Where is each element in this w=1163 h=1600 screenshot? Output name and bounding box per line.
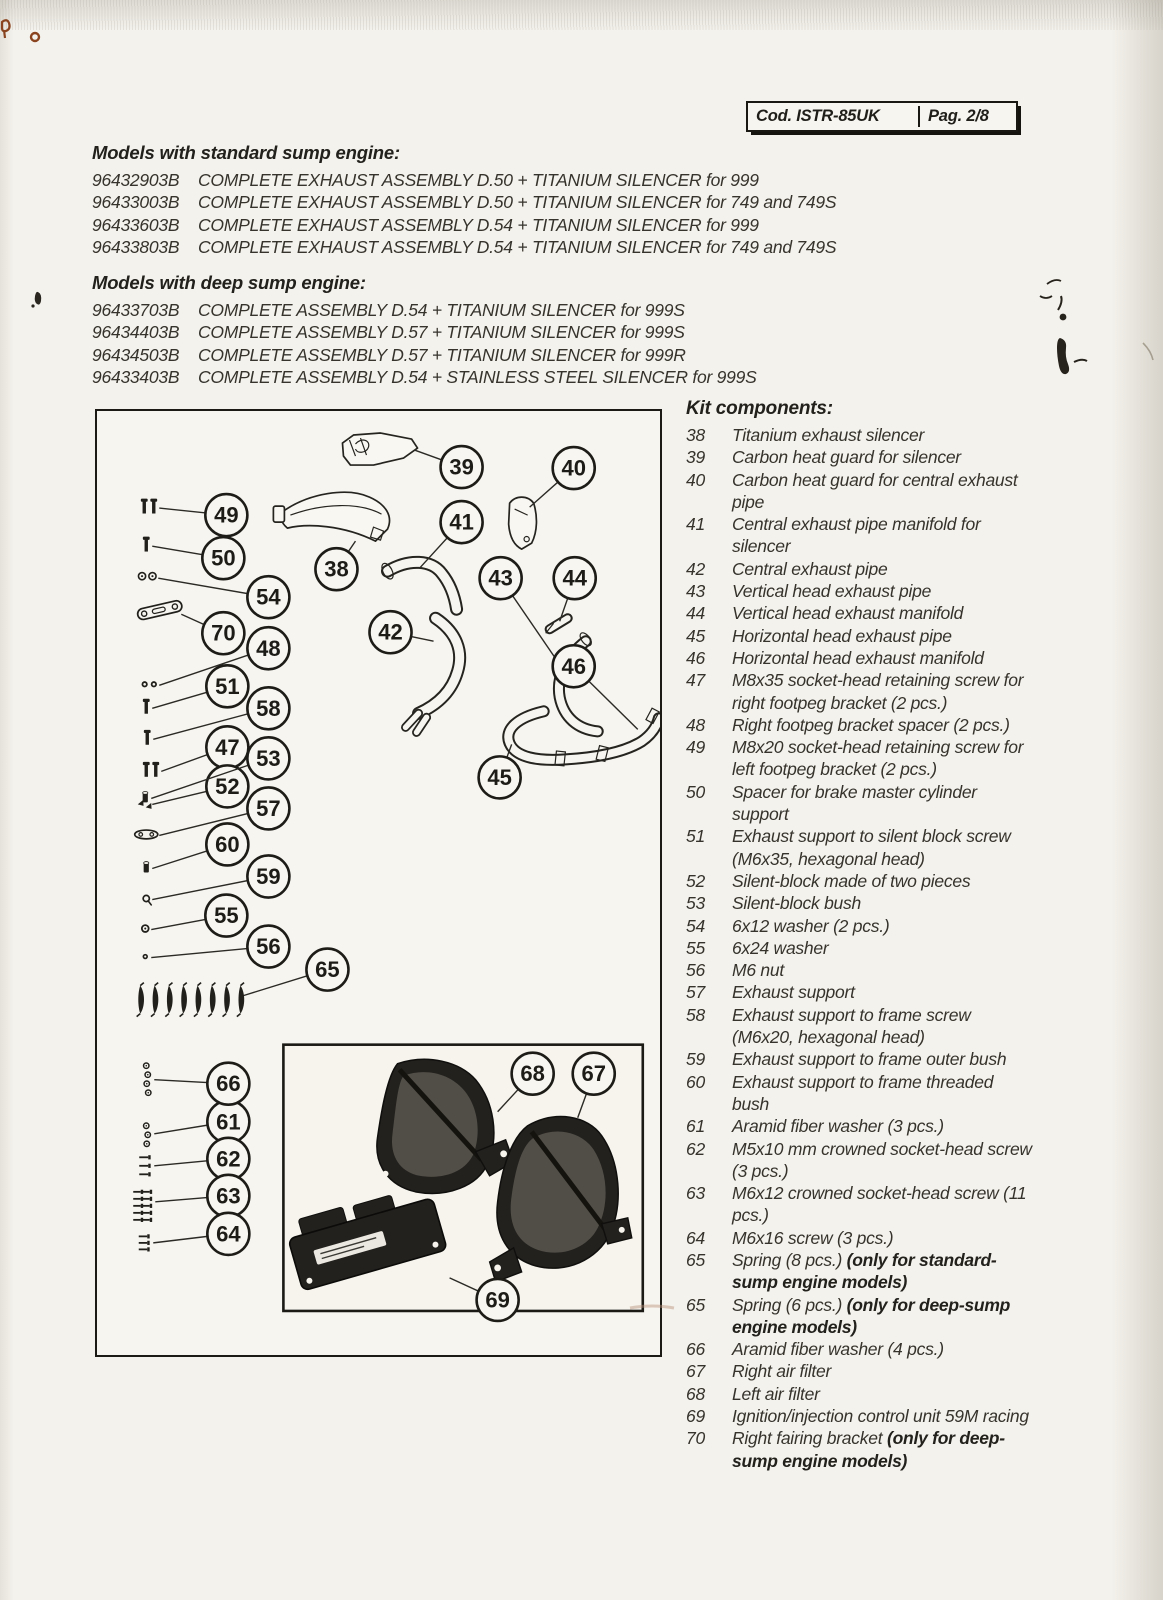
kit-item bbox=[686, 781, 1034, 826]
kit-item-text: Vertical head exhaust pipe bbox=[732, 581, 932, 602]
kit-item bbox=[686, 892, 1034, 914]
kit-item-number: 43 bbox=[686, 581, 705, 602]
ink-dot-right bbox=[1060, 314, 1067, 321]
kit-item-text: M6 nut bbox=[732, 960, 784, 981]
document-code: Cod. ISTR-85UK bbox=[756, 107, 880, 125]
callout-number-62: 62 bbox=[216, 1146, 241, 1172]
kit-item bbox=[686, 1360, 1034, 1382]
kit-item bbox=[686, 1338, 1034, 1360]
model-row bbox=[92, 299, 872, 321]
callout-64 bbox=[153, 1213, 249, 1255]
callout-number-42: 42 bbox=[378, 619, 403, 645]
kit-item-number: 65 bbox=[686, 1294, 705, 1315]
hardware-icon-59 bbox=[143, 895, 151, 905]
kit-item-text-bold: (only for deep-sump engine models) bbox=[732, 1294, 1011, 1337]
model-code: 96433803B bbox=[92, 237, 180, 258]
hardware-icon-49 bbox=[141, 499, 157, 514]
kit-item bbox=[686, 580, 1034, 602]
callout-number-45: 45 bbox=[487, 764, 512, 790]
kit-item-number: 58 bbox=[686, 1004, 705, 1025]
model-desc: COMPLETE EXHAUST ASSEMBLY D.50 + TITANIUM SILENCER for 749 and 749S bbox=[198, 192, 837, 213]
deep-sump-section bbox=[92, 272, 872, 389]
kit-item-number: 62 bbox=[686, 1138, 705, 1159]
hardware-icon-57 bbox=[135, 830, 158, 839]
kit-item-text: Right footpeg bracket spacer (2 pcs.) bbox=[732, 714, 1010, 735]
callout-number-43: 43 bbox=[488, 565, 513, 591]
kit-item-text-bold: (only for standard-sump engine models) bbox=[732, 1249, 997, 1293]
part-heat-guard-39 bbox=[342, 433, 417, 465]
kit-item bbox=[686, 870, 1034, 892]
hardware-icon-54 bbox=[138, 573, 156, 580]
scan-shade-right bbox=[1111, 0, 1163, 1600]
callout-number-40: 40 bbox=[561, 455, 586, 481]
callout-number-66: 66 bbox=[216, 1071, 241, 1097]
callout-55 bbox=[151, 895, 247, 937]
model-row bbox=[92, 344, 872, 366]
callout-number-53: 53 bbox=[256, 745, 281, 771]
kit-item bbox=[686, 1004, 1034, 1049]
hardware-icon-60 bbox=[144, 862, 149, 873]
callout-41 bbox=[420, 501, 483, 568]
scan-noise-band bbox=[0, 0, 1163, 30]
callout-number-65: 65 bbox=[315, 957, 340, 983]
kit-item bbox=[686, 625, 1034, 647]
pencil-curve-right bbox=[1143, 343, 1153, 360]
kit-item-number: 50 bbox=[686, 781, 705, 802]
hardware-icon-63 bbox=[133, 1190, 152, 1222]
kit-item bbox=[686, 1249, 1034, 1294]
kit-item bbox=[686, 1405, 1034, 1427]
standard-sump-heading: Models with standard sump engine: bbox=[92, 142, 400, 163]
kit-item-text: Aramid fiber washer (4 pcs.) bbox=[732, 1339, 944, 1360]
kit-item bbox=[686, 513, 1034, 558]
kit-item bbox=[686, 1071, 1034, 1116]
model-row bbox=[92, 214, 872, 236]
kit-item-number: 40 bbox=[686, 469, 705, 490]
kit-item-text: Spring (6 pcs.) bbox=[732, 1294, 847, 1315]
callout-number-47: 47 bbox=[215, 734, 240, 760]
kit-item bbox=[686, 669, 1034, 714]
callout-38 bbox=[315, 541, 357, 590]
exploded-diagram-box bbox=[95, 409, 662, 1357]
kit-item-text: 6x12 washer (2 pcs.) bbox=[732, 915, 890, 936]
kit-item bbox=[686, 1227, 1034, 1249]
callout-number-60: 60 bbox=[215, 831, 240, 857]
model-desc: COMPLETE ASSEMBLY D.54 + STAINLESS STEEL SILENCER for 999S bbox=[198, 367, 757, 388]
kit-item-text: 6x24 washer bbox=[732, 937, 829, 958]
kit-item-number: 52 bbox=[686, 870, 705, 891]
kit-item bbox=[686, 937, 1034, 959]
part-central-pipe-42 bbox=[406, 618, 460, 732]
kit-item-text: Horizontal head exhaust pipe bbox=[732, 625, 952, 646]
kit-item-number: 69 bbox=[686, 1406, 705, 1427]
callout-number-52: 52 bbox=[215, 773, 240, 799]
model-row bbox=[92, 169, 872, 191]
red-pen-dot bbox=[31, 33, 39, 41]
hardware-icon-48 bbox=[142, 681, 157, 687]
model-code: 96434503B bbox=[92, 344, 180, 365]
kit-item-text: Silent-block bush bbox=[732, 893, 862, 914]
model-desc: COMPLETE EXHAUST ASSEMBLY D.54 + TITANIUM SILENCER for 749 and 749S bbox=[198, 237, 837, 258]
kit-item bbox=[686, 1115, 1034, 1137]
hardware-icon-56 bbox=[143, 954, 148, 959]
callout-52 bbox=[152, 765, 248, 807]
kit-item bbox=[686, 1383, 1034, 1405]
part-vertical-manifold-44 bbox=[546, 618, 568, 633]
deep-sump-heading: Models with deep sump engine: bbox=[92, 272, 366, 293]
part-horizontal-pipe-45 bbox=[508, 708, 659, 766]
header-code-box bbox=[746, 101, 1018, 132]
kit-item-text: Silent-block made of two pieces bbox=[732, 870, 971, 891]
model-desc: COMPLETE EXHAUST ASSEMBLY D.54 + TITANIUM SILENCER for 999 bbox=[198, 214, 759, 235]
kit-item bbox=[686, 1294, 1034, 1339]
kit-item-text: Right air filter bbox=[732, 1361, 832, 1382]
kit-item-number: 55 bbox=[686, 937, 705, 958]
callout-number-63: 63 bbox=[216, 1183, 241, 1209]
callout-number-59: 59 bbox=[256, 864, 281, 890]
callout-number-55: 55 bbox=[214, 903, 239, 929]
callout-42 bbox=[369, 611, 433, 653]
kit-item-text: Left air filter bbox=[732, 1383, 820, 1404]
hardware-icon-62 bbox=[139, 1155, 150, 1176]
model-code: 96432903B bbox=[92, 170, 180, 190]
callout-70 bbox=[181, 612, 244, 654]
scan-shade-left bbox=[0, 0, 14, 1600]
hardware-icon-70 bbox=[137, 600, 183, 621]
kit-item bbox=[686, 602, 1034, 624]
kit-components-list bbox=[686, 424, 1034, 1472]
model-code: 96433403B bbox=[92, 367, 180, 388]
kit-item-number: 63 bbox=[686, 1183, 705, 1204]
callout-number-44: 44 bbox=[562, 565, 587, 591]
model-desc: COMPLETE ASSEMBLY D.57 + TITANIUM SILENCER for 999R bbox=[198, 344, 686, 365]
kit-item-text: Exhaust support to frame outer bush bbox=[732, 1049, 1007, 1070]
kit-item-number: 39 bbox=[686, 447, 705, 468]
kit-item-text: Right fairing bracket bbox=[732, 1428, 887, 1449]
kit-item bbox=[686, 959, 1034, 981]
kit-item-text: Exhaust support bbox=[732, 982, 855, 1003]
callout-39 bbox=[415, 446, 483, 488]
model-code: 96433003B bbox=[92, 192, 180, 213]
kit-item-number: 51 bbox=[686, 826, 705, 847]
callout-60 bbox=[152, 823, 248, 868]
kit-item-text: Spring (8 pcs.) bbox=[732, 1249, 847, 1270]
red-pen-mark bbox=[2, 20, 10, 38]
callout-number-46: 46 bbox=[561, 653, 586, 679]
callout-44 bbox=[554, 557, 596, 621]
callout-number-70: 70 bbox=[211, 620, 236, 646]
callout-number-41: 41 bbox=[449, 509, 474, 535]
kit-item-number: 46 bbox=[686, 647, 705, 668]
kit-item-text: Vertical head exhaust manifold bbox=[732, 603, 964, 624]
kit-item-text: Carbon heat guard for central exhaust pipe bbox=[732, 469, 1018, 512]
callout-number-50: 50 bbox=[211, 545, 236, 571]
kit-item-number: 60 bbox=[686, 1071, 705, 1092]
callout-number-61: 61 bbox=[216, 1109, 241, 1135]
ink-squiggle-right-2 bbox=[1058, 296, 1062, 310]
kit-item bbox=[686, 825, 1034, 870]
callout-number-58: 58 bbox=[256, 695, 281, 721]
kit-item-number: 42 bbox=[686, 558, 705, 579]
kit-item-text: Ignition/injection control unit 59M racing bbox=[732, 1406, 1029, 1427]
kit-item bbox=[686, 915, 1034, 937]
kit-components-heading: Kit components: bbox=[686, 398, 833, 419]
callout-number-67: 67 bbox=[581, 1061, 606, 1087]
kit-item-number: 53 bbox=[686, 893, 705, 914]
kit-item-text: Carbon heat guard for silencer bbox=[732, 447, 961, 468]
kit-item-text: M6x12 crowned socket-head screw (11 pcs.) bbox=[732, 1183, 1027, 1226]
model-row bbox=[92, 191, 872, 213]
kit-item-number: 54 bbox=[686, 915, 705, 936]
kit-item bbox=[686, 446, 1034, 468]
kit-item-number: 49 bbox=[686, 737, 705, 758]
kit-item-text: Exhaust support to frame screw (M6x20, hexagonal head) bbox=[732, 1004, 971, 1048]
kit-item-number: 44 bbox=[686, 603, 705, 624]
kit-components-section bbox=[686, 398, 1034, 1472]
hardware-icon-65 bbox=[137, 983, 245, 1017]
callout-number-38: 38 bbox=[324, 556, 349, 582]
kit-item-number: 65 bbox=[686, 1249, 705, 1270]
kit-item-text-bold: (only for deep-sump engine models) bbox=[732, 1428, 1005, 1471]
model-code: 96433603B bbox=[92, 214, 180, 235]
kit-item bbox=[686, 424, 1034, 446]
kit-item bbox=[686, 1182, 1034, 1227]
kit-item bbox=[686, 1138, 1034, 1183]
kit-item bbox=[686, 736, 1034, 781]
hardware-icon-53 bbox=[143, 792, 148, 803]
hardware-icon-66 bbox=[144, 1063, 151, 1095]
kit-item bbox=[686, 647, 1034, 669]
callout-50 bbox=[152, 537, 244, 579]
kit-item-text: Aramid fiber washer (3 pcs.) bbox=[732, 1116, 944, 1137]
callout-number-49: 49 bbox=[214, 502, 239, 528]
model-row bbox=[92, 321, 872, 343]
standard-sump-section bbox=[92, 142, 872, 259]
callout-number-48: 48 bbox=[256, 635, 281, 661]
kit-item-text: M8x20 socket-head retaining screw for left footpeg bracket (2 pcs.) bbox=[732, 737, 1024, 780]
part-manifold-41 bbox=[380, 562, 457, 610]
hardware-icon-58 bbox=[144, 730, 151, 745]
callout-49 bbox=[159, 494, 247, 536]
ink-dot-left bbox=[31, 304, 34, 307]
kit-item-number: 57 bbox=[686, 982, 705, 1003]
kit-item-number: 41 bbox=[686, 514, 705, 535]
kit-item-number: 47 bbox=[686, 670, 705, 691]
kit-item bbox=[686, 1048, 1034, 1070]
model-desc: COMPLETE ASSEMBLY D.57 + TITANIUM SILENCER for 999S bbox=[198, 322, 685, 343]
callout-number-68: 68 bbox=[520, 1061, 545, 1087]
kit-item-text: M6x16 screw (3 pcs.) bbox=[732, 1227, 894, 1248]
model-code: 96434403B bbox=[92, 322, 180, 343]
kit-item-number: 56 bbox=[686, 960, 705, 981]
kit-item bbox=[686, 469, 1034, 514]
callout-40 bbox=[530, 447, 595, 507]
kit-item-number: 38 bbox=[686, 425, 705, 445]
callout-number-54: 54 bbox=[256, 584, 281, 610]
kit-item-text: Central exhaust pipe bbox=[732, 558, 888, 579]
callout-66 bbox=[154, 1063, 249, 1105]
kit-item-number: 61 bbox=[686, 1116, 705, 1137]
kit-item-text: M8x35 socket-head retaining screw for right footpeg bracket (2 pcs.) bbox=[732, 670, 1024, 713]
kit-item-number: 68 bbox=[686, 1383, 705, 1404]
model-desc: COMPLETE ASSEMBLY D.54 + TITANIUM SILENCER for 999S bbox=[198, 300, 685, 320]
callout-number-51: 51 bbox=[215, 673, 240, 699]
kit-item bbox=[686, 1427, 1034, 1472]
ink-mark-left bbox=[35, 292, 41, 305]
callout-number-69: 69 bbox=[485, 1287, 510, 1313]
hardware-icon-47 bbox=[143, 762, 159, 777]
callout-number-56: 56 bbox=[256, 934, 281, 960]
kit-item-number: 67 bbox=[686, 1361, 705, 1382]
hardware-icon-51 bbox=[143, 699, 150, 714]
ink-blob-right bbox=[1057, 338, 1069, 374]
kit-item-number: 45 bbox=[686, 625, 705, 646]
kit-item-text: Horizontal head exhaust manifold bbox=[732, 647, 984, 668]
model-row bbox=[92, 236, 872, 258]
hardware-icon-64 bbox=[139, 1234, 150, 1251]
kit-item-number: 66 bbox=[686, 1339, 705, 1360]
kit-item-number: 64 bbox=[686, 1227, 705, 1248]
part-silencer-38 bbox=[273, 492, 389, 541]
kit-item-text: Spacer for brake master cylinder support bbox=[732, 781, 977, 825]
kit-item-text: Exhaust support to silent block screw (M6x35, hexagonal head) bbox=[732, 826, 1011, 869]
callout-63 bbox=[155, 1175, 249, 1217]
hardware-icon-55 bbox=[142, 925, 149, 932]
page-number: Pag. 2/8 bbox=[918, 106, 1016, 127]
kit-item bbox=[686, 714, 1034, 736]
kit-item-text: M5x10 mm crowned socket-head screw (3 pcs.) bbox=[732, 1138, 1032, 1181]
callout-number-39: 39 bbox=[449, 454, 474, 480]
hardware-icon-50 bbox=[143, 537, 150, 552]
kit-item bbox=[686, 981, 1034, 1003]
kit-item-text: Central exhaust pipe manifold for silencer bbox=[732, 514, 981, 557]
ink-tick-right bbox=[1074, 360, 1087, 362]
model-desc: COMPLETE EXHAUST ASSEMBLY D.50 + TITANIUM SILENCER for 999 bbox=[198, 170, 759, 190]
kit-item-number: 48 bbox=[686, 714, 705, 735]
model-row bbox=[92, 366, 872, 388]
callout-61 bbox=[154, 1101, 249, 1143]
callout-number-57: 57 bbox=[256, 795, 281, 821]
exploded-diagram bbox=[97, 411, 660, 1355]
kit-item-text: Titanium exhaust silencer bbox=[732, 425, 925, 445]
callout-62 bbox=[154, 1138, 249, 1180]
kit-item bbox=[686, 558, 1034, 580]
hardware-icon-61 bbox=[144, 1123, 151, 1146]
kit-item-text: Exhaust support to frame threaded bush bbox=[732, 1071, 994, 1114]
model-code: 96433703B bbox=[92, 300, 180, 320]
callout-number-64: 64 bbox=[216, 1221, 241, 1247]
kit-item-number: 70 bbox=[686, 1428, 705, 1449]
ink-squiggle-right-1 bbox=[1040, 280, 1061, 298]
kit-item-number: 59 bbox=[686, 1049, 705, 1070]
